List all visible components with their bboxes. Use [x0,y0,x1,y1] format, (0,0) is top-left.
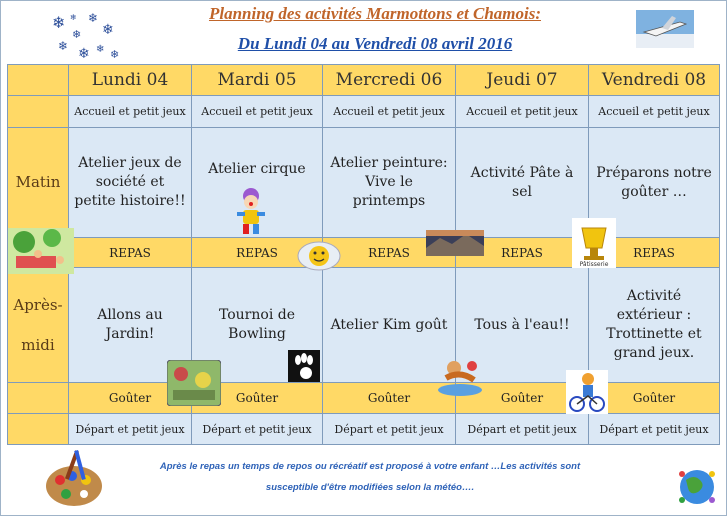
departure-cell: Départ et petit jeux [192,414,323,445]
corner-cell [8,65,69,96]
lunch-cell: REPAS [589,238,720,268]
footer-note-line1: Après le repas un temps de repos ou récréatif est proposé à votre enfant …Les activités sont [159,461,581,472]
lunch-cell: REPAS [192,238,323,268]
departure-cell: Départ et petit jeux [456,414,589,445]
afternoon-activity: Tous à l'eau!! [456,268,589,383]
departure-row [8,414,720,445]
swimmer-icon [436,356,484,398]
afternoon-label [8,268,69,383]
smiley-plate-icon [297,240,341,272]
snack-cell: Goûter [456,383,589,414]
snack-row [8,383,720,414]
garden-photo-image [167,360,221,406]
snack-cell: Goûter [323,383,456,414]
arrival-cell: Accueil et petit jeux [69,96,192,128]
cup-text: Pâtisserie [579,261,609,268]
svg-text:❄: ❄ [70,13,77,22]
footer-note-line2: susceptible d'être modifiées selon la météo…. [265,482,475,493]
arrival-row [8,96,720,128]
side-cell [8,96,69,128]
svg-text:❄: ❄ [110,48,120,61]
afternoon-activity: Tournoi de Bowling [192,268,323,383]
afternoon-row [8,268,720,383]
arrival-cell: Accueil et petit jeux [589,96,720,128]
cyclist-icon [566,370,608,414]
svg-text:❄: ❄ [96,44,105,55]
morning-activity: Activité Pâte à sel [456,128,589,238]
morning-activity: Atelier peinture: Vive le printemps [323,128,456,238]
bowling-icon [288,350,320,382]
snack-cell: Goûter [69,383,192,414]
side-cell [8,414,69,445]
globe-children-icon [676,466,718,508]
departure-cell: Départ et petit jeux [69,414,192,445]
afternoon-activity: Atelier Kim goût [323,268,456,383]
day-header: Vendredi 08 [589,65,720,96]
svg-text:❄: ❄ [52,13,66,32]
svg-text:❄: ❄ [102,22,114,38]
snowflakes-icon [48,8,128,64]
pastry-cup-logo [572,218,616,268]
day-header: Mercredi 06 [323,65,456,96]
afternoon-activity: Activité extérieur : Trottinette et grand jeux. [589,268,720,383]
landscape-image [426,230,484,256]
morning-activity: Atelier jeux de société et petite histoire!! [69,128,192,238]
afternoon-label-line: Après- [13,295,63,314]
snack-cell: Goûter [589,383,720,414]
page-title: Planning des activités Marmottons et Chamois: [208,4,541,23]
lunch-cell: REPAS [69,238,192,268]
svg-text:❄: ❄ [88,11,99,25]
day-header: Mardi 05 [192,65,323,96]
side-cell [8,383,69,414]
garden-picnic-image [8,228,74,274]
page-subtitle: Du Lundi 04 au Vendredi 08 avril 2016 [237,34,513,53]
paint-palette-icon [42,448,106,512]
svg-text:❄: ❄ [58,39,69,53]
departure-cell: Départ et petit jeux [323,414,456,445]
lunch-cell: REPAS [456,238,589,268]
afternoon-label-line: midi [21,336,55,355]
day-header: Jeudi 07 [456,65,589,96]
morning-label: Matin [8,128,69,238]
afternoon-activity: Allons au Jardin! [69,268,192,383]
departure-cell: Départ et petit jeux [589,414,720,445]
clown-icon [231,186,271,238]
airplane-image [636,10,694,48]
day-header: Lundi 04 [69,65,192,96]
snack-cell: Goûter [192,383,323,414]
arrival-cell: Accueil et petit jeux [192,96,323,128]
arrival-cell: Accueil et petit jeux [456,96,589,128]
morning-activity: Atelier cirque [192,128,323,238]
lunch-cell: REPAS [323,238,456,268]
svg-text:❄: ❄ [78,46,90,62]
morning-activity: Préparons notre goûter … [589,128,720,238]
svg-text:❄: ❄ [72,28,82,41]
arrival-cell: Accueil et petit jeux [323,96,456,128]
day-header-row [8,65,720,96]
